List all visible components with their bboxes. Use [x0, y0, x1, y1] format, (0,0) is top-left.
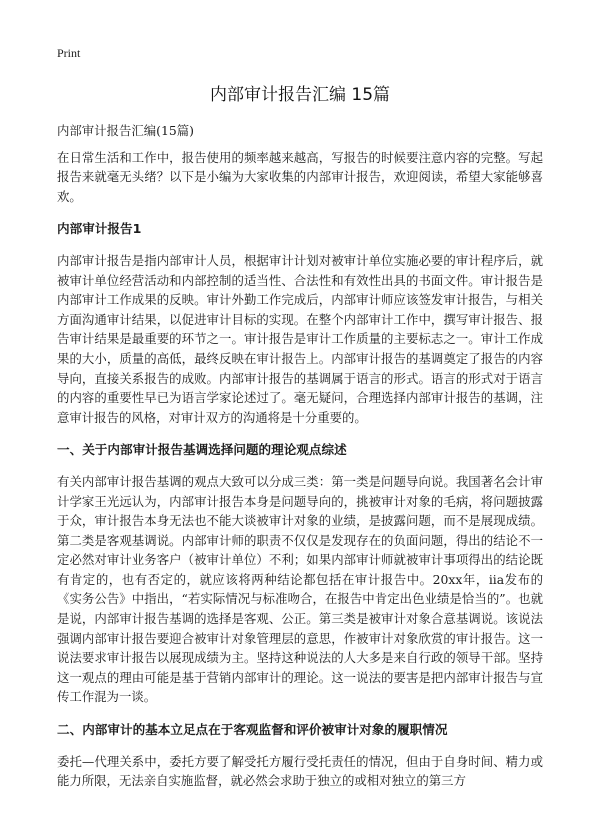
section-paragraph-tone-theories: 有关内部审计报告基调的观点大致可以分成三类：第一类是问题导向说。我国著名会计审计学家王光远认为，内部审计报告本身是问题导向的，挑被审计对象的毛病，将问题披露于众，审计报告本身无法也不能大谈被审计对象的业绩，是披露问题，而不是展现成绩。第二类是客观基调说。内部审计师的职责不仅仅是发现存在的负面问题，得出的结论不一定必然对审计业务客户（被审计单位）不利；如果内部审计师就被审计事项得出的结论既有肯定的，也有否定的，就应该将两种结论都包括在审计报告中。20xx年，iia发布的《实务公告》中指出，“若实际情况与标准吻合，在报告中肯定出色业绩是恰当的”。也就是说，内部审计报告基调的选择是客观、公正。第三类是被审计对象合意基调说。该说法强调内部审计报告要迎合被审计对象管理层的意思，作被审计对象欣赏的审计报告。这一说法要求审计报告以展现成绩为主。坚持这种说法的人大多是来自行政的领导干部。坚持这一观点的理由可能是基于营销内部审计的理论。这一说法的要害是把内部审计报告与宣传工作混为一谈。 [57, 473, 543, 705]
print-link[interactable]: Print [57, 46, 81, 60]
section-heading-report-1: 内部审计报告1 [57, 221, 142, 237]
section-heading-tone-theories: 一、关于内部审计报告基调选择问题的理论观点综述 [57, 442, 347, 458]
page-title: 内部审计报告汇编 15篇 [209, 85, 391, 105]
document-body [57, 121, 543, 804]
section-paragraph-report-1: 内部审计报告是指内部审计人员，根据审计计划对被审计单位实施必要的审计程序后，就被审计单位经营活动和内部控制的适当性、合法性和有效性出具的书面文件。审计报告是内部审计工作成果的反映。审计外勤工作完成后，内部审计师应该签发审计报告，与相关方面沟通审计结果，以促进审计目标的实现。在整个内部审计工作中，撰写审计报告、报告审计结果是最重要的环节之一。审计报告是审计工作质量的主要标志之一。审计工作成果的大小，质量的高低，最终反映在审计报告上。内部审计报告的基调奠定了报告的内容导向，直接关系报告的成败。内部审计报告的基调属于语言的形式。语言的形式对于语言的内容的重要性早已为语言学家论述过了。毫无疑问，合理选择内部审计报告的基调，注意审计报告的风格，对审计双方的沟通将是十分重要的。 [57, 252, 543, 425]
intro-paragraph: 在日常生活和工作中，报告使用的频率越来越高，写报告的时候要注意内容的完整。写起报告来就毫无头绪？以下是小编为大家收集的内部审计报告，欢迎阅读，希望大家能够喜欢。 [57, 149, 543, 204]
section-paragraph-objective-supervision: 委托—代理关系中，委托方要了解受托方履行受托责任的情况，但由于自身时间、精力或能力所限，无法亲自实施监督，就必然会求助于独立的或相对独立的第三方 [57, 753, 543, 789]
document-subtitle: 内部审计报告汇编(15篇) [57, 123, 194, 138]
section-heading-objective-supervision: 二、内部审计的基本立足点在于客观监督和评价被审计对象的履职情况 [57, 722, 448, 738]
